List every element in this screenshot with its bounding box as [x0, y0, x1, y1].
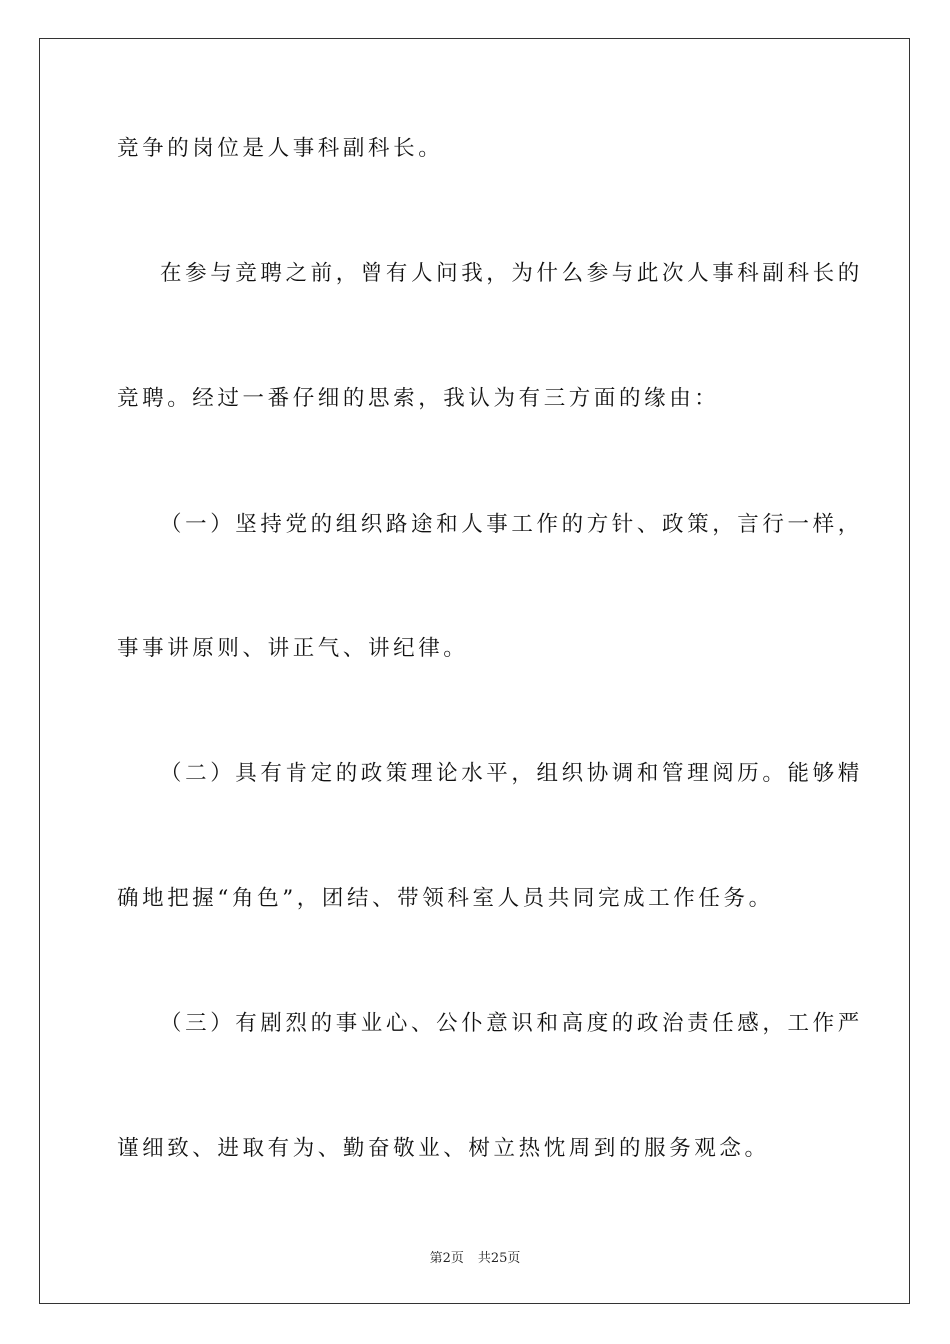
page-total: 共25页 — [477, 1251, 521, 1266]
paragraph-line: （三）有剧烈的事业心、公仆意识和高度的政治责任感，工作严 — [160, 1011, 863, 1036]
page-number: 第2页 — [429, 1251, 464, 1266]
paragraph-line: 在参与竞聘之前，曾有人问我，为什么参与此次人事科副科长的 — [160, 261, 863, 286]
paragraph-line: 事事讲原则、讲正气、讲纪律。 — [117, 636, 469, 661]
paragraph-line: （一）坚持党的组织路途和人事工作的方针、政策，言行一样， — [160, 512, 863, 537]
page-frame — [39, 38, 910, 1304]
paragraph-line: 竞聘。经过一番仔细的思索，我认为有三方面的缘由： — [117, 386, 720, 411]
page-footer — [0, 1247, 950, 1266]
paragraph-line: （二）具有肯定的政策理论水平，组织协调和管理阅历。能够精 — [160, 761, 863, 786]
paragraph-line: 竞争的岗位是人事科副科长。 — [117, 136, 444, 161]
paragraph-line: 确地把握“角色”，团结、带领科室人员共同完成工作任务。 — [117, 886, 774, 911]
paragraph-line: 谨细致、进取有为、勤奋敬业、树立热忱周到的服务观念。 — [117, 1136, 770, 1161]
